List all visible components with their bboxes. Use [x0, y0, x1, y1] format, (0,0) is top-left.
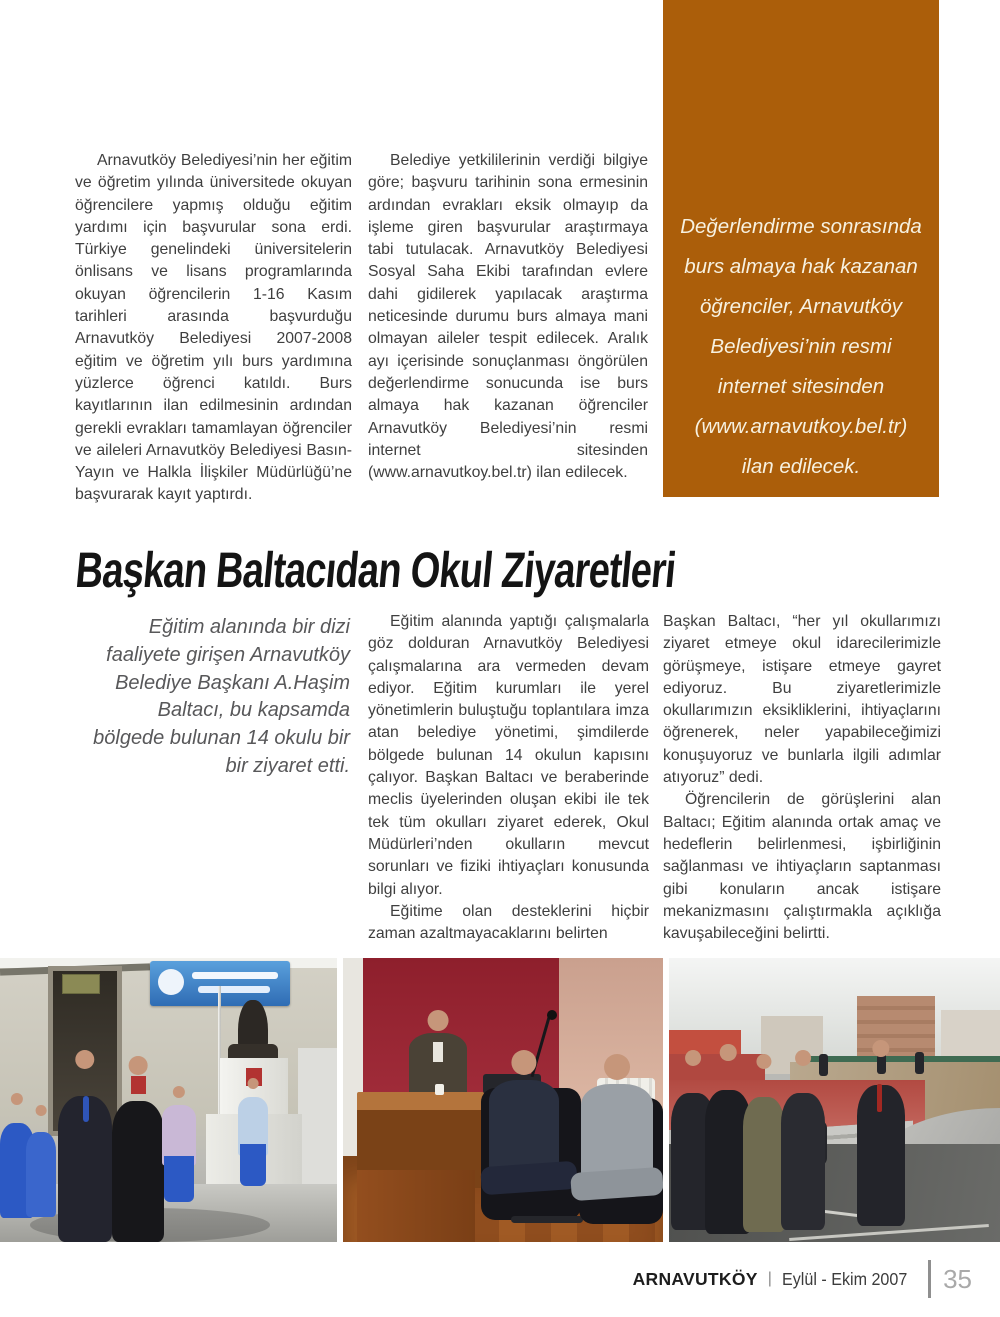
desk-side-panel	[357, 1170, 475, 1242]
footer-divider	[928, 1260, 931, 1298]
paragraph: Öğrencilerin de görüşlerini alan Baltacı; Eğitim alanında ortak amaç ve hedeflerin belirlenmesi, işbirliğinin sağlanması ve ihtiyaçların saptanması gibi konuların ancak istişare mekanizmasını çalıştırmakla açıklığa kavuşabileceğini belirtti.	[663, 791, 941, 943]
paragraph: Başkan Baltacı, “her yıl okullarımızı ziyaret etmeye okul idarecilerimizle görüşmeye, istişare etmeye gayret ediyoruz. Bu ziyaretlerimizle okullarımızın eksikliklerini, ihtiyaçlarını öğrenerek, neler yapabileceğimizi konuşuyoruz ve bunlarla ilgili adımlar atıyoruz” dedi.	[663, 613, 941, 787]
official-man-figure	[781, 1050, 825, 1230]
microphone-head	[547, 1010, 557, 1020]
page-footer	[633, 1260, 972, 1298]
official-khaki-figure	[743, 1054, 785, 1232]
school-sign-text-bar	[198, 986, 270, 993]
schoolgirl-skirt	[240, 1144, 266, 1186]
paragraph: Eğitime olan desteklerini hiçbir zaman azaltmayacaklarını belirten	[368, 902, 649, 943]
pullquote-box	[663, 0, 939, 497]
schoolyard-walk-photo	[669, 958, 1000, 1242]
ataturk-bust	[238, 1000, 268, 1050]
official-man-figure	[58, 1050, 112, 1242]
school-sign-emblem	[158, 969, 184, 995]
blue-tie	[83, 1096, 89, 1122]
seated-guest-gray-suit	[581, 1054, 653, 1180]
schoolgirl-figure	[26, 1105, 56, 1217]
marble-wall-right	[298, 1048, 337, 1192]
walking-mayor-figure	[857, 1040, 905, 1226]
schoolgirl-figure	[162, 1086, 196, 1166]
paragraph: Eğitim alanında yaptığı çalışmalarla göz dolduran Arnavutköy Belediyesi çalışmalarına ara vermeden devam ediyor. Eğitim kurumları ile yerel yönetimlerin buluştuğu toplantılara imza atan belediye yönetimi, şimdilerde bölgede bulunan 14 okulun kapısını çalıyor. Başkan Baltacı ve beraberinde meclis üyelerinden oluşan ekibi ile tek tek tüm okulları ziyaret ederek, Okul Müdürleri’nden okulların mevcut sorunları ve fiziki ihtiyaçları konusunda bilgi alıyor.	[368, 613, 649, 898]
door-transom	[62, 974, 100, 994]
seated-guest-dark-suit	[489, 1050, 559, 1174]
visit-article-column-1	[368, 611, 649, 945]
official-man-figure	[112, 1056, 164, 1242]
pullquote-text: Değerlendirme sonrasında burs almaya hak kazanan öğrenciler, Arnavutköy Belediyesi’nin resmi internet sitesinden (www.arnavutkoy.bel.tr) ilan edilecek.	[680, 215, 922, 478]
paragraph: Belediye yetkililerinin verdiği bilgiye göre; başvuru tarihinin sona ermesinin ardından evrakları eksik olmayıp da işleme giren başvurular araştırmaya tabi tutulacak. Arnavutköy Belediyesi Sosyal Saha Ekibi tarafından evlere dahi gidilerek yapılacak araştırma neticesinde durumu burs almaya mani olmayan aileler tespit edilecek. Aralık ayı içerisinde sonuçlanması öngörülen değerlendirme sonucunda ise burs almaya hak kazanan öğrenciler Arnavutköy Belediyesi’nin resmi internet sitesinden (www.arnavutkoy.bel.tr) ilan edilecek.	[368, 152, 648, 482]
chair-base	[511, 1216, 583, 1223]
red-tie	[877, 1084, 882, 1112]
scholarship-article-column-2	[368, 150, 648, 484]
distant-figure	[915, 1052, 924, 1074]
building-white	[941, 1010, 1000, 1058]
school-entrance-photo	[0, 958, 337, 1242]
paragraph: Arnavutköy Belediyesi’nin her eğitim ve öğretim yılında üniversitede okuyan öğrencilere yapmış olduğu eğitim yardımı için başvurular sona erdi. Türkiye genelindeki üniversitelerin önlisans ve lisans programlarında okuyan öğrencilerin 1-16 Kasım tarihleri arasında başvurduğu Arnavutköy Belediyesi 2007-2008 eğitim ve öğretim yılı burs yardımına yüzlerce öğrenci katıldı. Burs kayıtlarının ilan edilmesinin ardından gerekli evrakları tamamlayan öğrenciler ve aileleri Arnavutköy Belediyesi Basın-Yayın ve Halkla İlişkiler Müdürlüğü’ne başvurarak kayıt yaptırdı.	[75, 152, 352, 504]
magazine-brand: ARNAVUTKÖY	[632, 1268, 758, 1289]
scholarship-article-column-1	[75, 150, 352, 507]
page-number: 35	[943, 1263, 972, 1294]
school-office-meeting-photo	[343, 958, 663, 1242]
footer-separator: |	[767, 1270, 772, 1287]
issue-date: Eylül - Ekim 2007	[781, 1268, 908, 1289]
white-cup	[435, 1084, 444, 1095]
schoolgirl-skirt	[164, 1156, 194, 1202]
white-shirt	[433, 1042, 443, 1062]
lead-paragraph: Eğitim alanında bir dizi faaliyete girişen Arnavutköy Belediye Başkanı A.Haşim Baltacı, bu kapsamda bölgede bulunan 14 okulu bir bir ziyaret etti.	[93, 616, 350, 777]
article-headline: Başkan Baltacıdan Okul Ziyaretleri	[73, 542, 678, 598]
school-sign-text-bar	[192, 972, 278, 979]
visit-article-column-2	[663, 611, 941, 945]
